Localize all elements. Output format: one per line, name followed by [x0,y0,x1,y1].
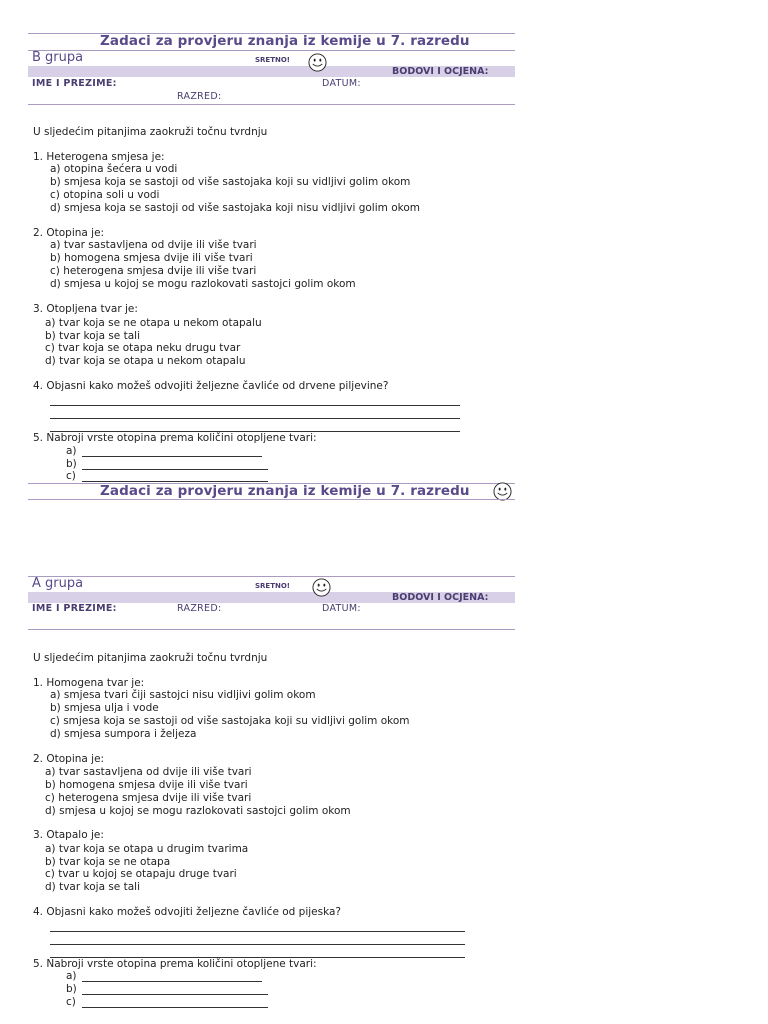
group-label: B grupa [32,50,84,65]
answer-option: b) tvar koja se tali [45,330,140,342]
answer-blank-label: a) [66,445,77,457]
answer-option: b) smjesa ulja i vode [50,702,159,714]
answer-option: d) smjesa sumpora i željeza [50,728,197,740]
answer-blank-label: b) [66,458,77,470]
answer-line[interactable] [82,469,268,470]
header-bottom-rule [28,104,515,105]
instructions: U sljedećim pitanjima zaokruži točnu tvrdnju [33,126,268,138]
answer-option: b) homogena smjesa dvije ili više tvari [50,252,253,264]
question-text: 4. Objasni kako možeš odvojiti željezne čavliće od drvene piljevine? [33,380,389,392]
header-bottom-rule [28,629,515,630]
answer-option: a) otopina šećera u vodi [50,163,178,175]
footer-title: Zadaci za provjeru znanja iz kemije u 7. razredu [100,483,470,499]
question-text: 1. Homogena tvar je: [33,677,145,689]
date-label: DATUM: [322,603,361,614]
title-rule [28,50,515,51]
question-text: 2. Otopina je: [33,227,105,239]
date-label: DATUM: [322,78,361,89]
name-label: IME I PREZIME: [32,603,117,614]
score-label: BODOVI I OCJENA: [392,66,489,77]
answer-option: c) heterogena smjesa dvije ili više tvari [45,792,252,804]
answer-option: c) otopina soli u vodi [50,189,160,201]
answer-line[interactable] [82,981,262,982]
question-text: 4. Objasni kako možeš odvojiti željezne čavliće od pijeska? [33,906,341,918]
answer-blank-label: c) [66,470,76,482]
answer-option: d) smjesa u kojoj se mogu razlokovati sastojci golim okom [45,805,351,817]
answer-option: c) smjesa koja se sastoji od više sastojaka koji su vidljivi golim okom [50,715,410,727]
answer-line[interactable] [82,994,268,995]
answer-line[interactable] [82,1007,268,1008]
answer-option: a) tvar sastavljena od dvije ili više tvari [45,766,252,778]
answer-line[interactable] [50,405,460,406]
answer-option: a) tvar koja se otapa u drugim tvarima [45,843,249,855]
instructions: U sljedećim pitanjima zaokruži točnu tvrdnju [33,652,268,664]
answer-option: d) smjesa u kojoj se mogu razlokovati sastojci golim okom [50,278,356,290]
answer-option: a) tvar koja se ne otapa u nekom otapalu [45,317,262,329]
answer-option: a) smjesa tvari čiji sastojci nisu vidljivi golim okom [50,689,316,701]
worksheet-title: Zadaci za provjeru znanja iz kemije u 7. razredu [100,33,470,49]
answer-option: c) heterogena smjesa dvije ili više tvari [50,265,257,277]
answer-option: b) tvar koja se ne otapa [45,856,171,868]
good-luck-label: SRETNO! [255,56,290,64]
class-label: RAZRED: [177,603,222,614]
class-label: RAZRED: [177,91,222,102]
score-label: BODOVI I OCJENA: [392,592,489,603]
footer-bottom-rule [28,499,515,500]
answer-option: d) smjesa koja se sastoji od više sastojaka koji nisu vidljivi golim okom [50,202,420,214]
answer-line[interactable] [50,944,465,945]
answer-option: d) tvar koja se tali [45,881,140,893]
answer-option: c) tvar koja se otapa neku drugu tvar [45,342,241,354]
answer-option: d) tvar koja se otapa u nekom otapalu [45,355,246,367]
question-text: 1. Heterogena smjesa je: [33,151,165,163]
answer-blank-label: a) [66,970,77,982]
answer-line[interactable] [50,418,460,419]
top-rule [28,576,515,577]
answer-option: b) homogena smjesa dvije ili više tvari [45,779,248,791]
good-luck-label: SRETNO! [255,582,290,590]
answer-option: c) tvar u kojoj se otapaju druge tvari [45,868,237,880]
answer-blank-label: c) [66,996,76,1008]
answer-line[interactable] [82,481,268,482]
name-label: IME I PREZIME: [32,78,117,89]
question-text: 3. Otapalo je: [33,829,104,841]
question-text: 3. Otopljena tvar je: [33,303,138,315]
answer-blank-label: b) [66,983,77,995]
smiley-face-icon [312,578,331,597]
smiley-face-icon [308,53,327,72]
question-text: 5. Nabroji vrste otopina prema količini otopljene tvari: [33,958,317,970]
answer-option: b) smjesa koja se sastoji od više sastojaka koji su vidljivi golim okom [50,176,411,188]
answer-line[interactable] [50,931,465,932]
question-text: 5. Nabroji vrste otopina prema količini otopljene tvari: [33,432,317,444]
answer-option: a) tvar sastavljena od dvije ili više tvari [50,239,257,251]
question-text: 2. Otopina je: [33,753,105,765]
group-label: A grupa [32,576,84,591]
answer-line[interactable] [82,456,262,457]
